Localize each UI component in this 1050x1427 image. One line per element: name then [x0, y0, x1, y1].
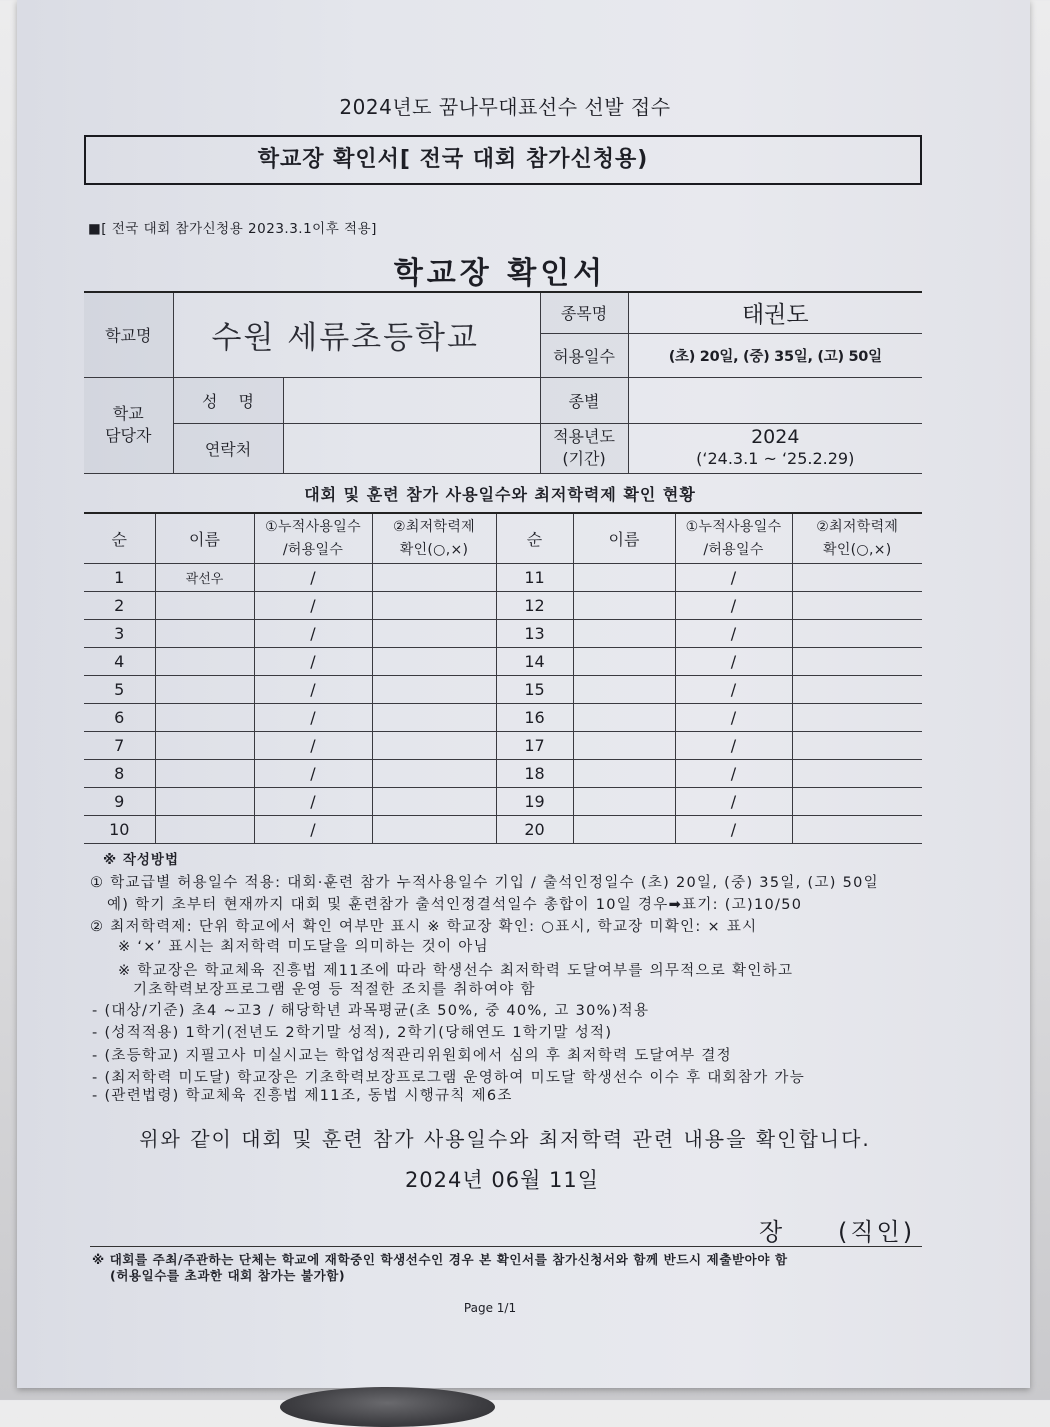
academic-check: [792, 648, 922, 676]
row-number: 12: [496, 592, 573, 620]
table-row: [84, 816, 922, 844]
background-object: [280, 1387, 495, 1427]
academic-check: [372, 704, 496, 732]
academic-check: [372, 564, 496, 592]
table-row: [84, 592, 922, 620]
cumulative-days: /: [254, 620, 372, 648]
academic-check: [372, 760, 496, 788]
academic-check: [372, 648, 496, 676]
student-name: [573, 760, 675, 788]
student-name: [155, 732, 254, 760]
row-number: 13: [496, 620, 573, 648]
cumulative-days: /: [675, 816, 792, 844]
table-row: [84, 704, 922, 732]
category-value: [628, 377, 922, 423]
box-title: 학교장 확인서[ 전국 대회 참가신청용): [257, 147, 649, 172]
header-cumulative-days: [675, 513, 792, 564]
status-table: [84, 512, 922, 844]
instruction-item: ② 최저학력제: 단위 학교에서 확인 여부만 표시 ※ 학교장 확인: ○표시, 학교장 미확인: × 표시: [90, 919, 758, 935]
student-name: [573, 788, 675, 816]
year-label-line-2: (기간): [562, 449, 606, 468]
confirmation-date: 2024년 06월 11일: [404, 1168, 600, 1192]
header-academic-check: [792, 513, 922, 564]
form-title: 학교장 확인서: [393, 256, 607, 291]
student-name: [155, 704, 254, 732]
row-number: 10: [84, 816, 155, 844]
student-name: [573, 816, 675, 844]
cumulative-days: /: [254, 816, 372, 844]
table-row: [84, 788, 922, 816]
instruction-item: - (관련법령) 학교체육 진흥법 제11조, 동법 시행규칙 제6조: [92, 1088, 513, 1104]
row-number: 3: [84, 620, 155, 648]
row-number: 16: [496, 704, 573, 732]
cumulative-days: /: [675, 732, 792, 760]
period-value: (‘24.3.1 ~ ‘25.2.29): [696, 449, 855, 468]
academic-check: [792, 760, 922, 788]
footer-note: (허용일수를 초과한 대회 참가는 불가함): [110, 1268, 346, 1283]
header-name: 이름: [573, 513, 675, 564]
academic-check: [792, 704, 922, 732]
row-number: 6: [84, 704, 155, 732]
row-number: 8: [84, 760, 155, 788]
table-row: [84, 676, 922, 704]
instruction-item: - (최저학력 미도달) 학교장은 기초학력보장프로그램 운영하여 미도달 학생선수 이수 후 대회참가 가능: [92, 1070, 806, 1086]
cumulative-days: /: [675, 788, 792, 816]
cumulative-days: /: [254, 760, 372, 788]
student-name: [573, 592, 675, 620]
allowed-days-value: (초) 20일, (중) 35일, (고) 50일: [628, 333, 922, 377]
category-label: 종별: [540, 377, 628, 423]
footer-divider: [90, 1246, 922, 1247]
instruction-item: - (초등학교) 지필고사 미실시교는 학업성적관리위원회에서 심의 후 최저학력 도달여부 결정: [92, 1048, 732, 1064]
page-number: Page 1/1: [463, 1301, 517, 1315]
table-row: [84, 620, 922, 648]
student-name: [573, 620, 675, 648]
header-number: 순: [496, 513, 573, 564]
allowed-days-label: 허용일수: [540, 333, 628, 377]
academic-check: [792, 732, 922, 760]
header-cumulative-line-2: /허용일수: [282, 541, 344, 558]
academic-check: [792, 620, 922, 648]
instruction-item: - (대상/기준) 초4 ~고3 / 해당학년 과목평균(초 50%, 중 40%, 고 30%)적용: [92, 1003, 650, 1019]
academic-check: [372, 732, 496, 760]
seal-note: (직인): [838, 1218, 916, 1246]
row-number: 1: [84, 564, 155, 592]
footer-note: ※ 대회를 주최/주관하는 단체는 학교에 재학중인 학생선수인 경우 본 확인서를 참가신청서와 함께 반드시 제출받아야 함: [92, 1252, 788, 1267]
cumulative-days: /: [254, 704, 372, 732]
instruction-item: ※ 학교장은 학교체육 진흥법 제11조에 따라 학생선수 최저학력 도달여부를 의무적으로 확인하고: [118, 963, 794, 979]
instruction-item: ① 학교급별 허용일수 적용: 대회·훈련 참가 누적사용일수 기입 / 출석인정일수 (초) 20일, (중) 35일, (고) 50일: [90, 875, 879, 891]
header-check-line-2: 확인(○,×): [399, 541, 469, 558]
cumulative-days: /: [254, 676, 372, 704]
instruction-item: ※ ‘×’ 표시는 최저학력 미도달을 의미하는 것이 아님: [118, 939, 489, 955]
cumulative-days: /: [675, 620, 792, 648]
cumulative-days: /: [254, 788, 372, 816]
status-section-title: 대회 및 훈련 참가 사용일수와 최저학력제 확인 현황: [304, 485, 696, 504]
row-number: 5: [84, 676, 155, 704]
cumulative-days: /: [675, 704, 792, 732]
info-row: [84, 292, 922, 333]
seal-label: 장: [759, 1218, 783, 1246]
cumulative-days: /: [675, 676, 792, 704]
table-row: [84, 564, 922, 592]
student-name: [155, 760, 254, 788]
row-number: 18: [496, 760, 573, 788]
table-row: [84, 760, 922, 788]
student-name: [155, 648, 254, 676]
row-number: 19: [496, 788, 573, 816]
student-name: [573, 564, 675, 592]
school-label: 학교명: [84, 292, 173, 377]
header-cumulative-days: [254, 513, 372, 564]
academic-check: [792, 564, 922, 592]
academic-check: [372, 620, 496, 648]
instruction-item: 기초학력보장프로그램 운영 등 적절한 조치를 취하여야 함: [133, 982, 536, 998]
contact-label: 연락처: [173, 423, 283, 473]
academic-check: [372, 592, 496, 620]
staff-label: [84, 377, 173, 473]
sport-value: 태권도: [628, 292, 922, 333]
staff-label-line-1: 학교: [112, 404, 144, 423]
year-label: [540, 423, 628, 473]
instruction-item: 예) 학기 초부터 현재까지 대회 및 훈련참가 출석인정결석일수 총합이 10일 경우➡표기: (고)10/50: [107, 897, 803, 913]
row-number: 11: [496, 564, 573, 592]
header-cumulative-line-2: /허용일수: [703, 541, 764, 558]
row-number: 14: [496, 648, 573, 676]
header-name: 이름: [155, 513, 254, 564]
year-value: 2024: [751, 426, 800, 448]
academic-check: [372, 788, 496, 816]
academic-check: [792, 592, 922, 620]
student-name: [573, 732, 675, 760]
academic-check: [792, 788, 922, 816]
header-check-line-1: ②최저학력제: [816, 518, 899, 535]
student-name: [155, 788, 254, 816]
applies-note: ■[ 전국 대회 참가신청용 2023.3.1이후 적용]: [88, 221, 377, 237]
row-number: 7: [84, 732, 155, 760]
title-box: [84, 135, 922, 185]
contact-value: [283, 423, 540, 473]
year-value-cell: [628, 423, 922, 473]
confirmation-statement: 위와 같이 대회 및 훈련 참가 사용일수와 최저학력 관련 내용을 확인합니다.: [139, 1127, 871, 1151]
student-name: [155, 592, 254, 620]
row-number: 2: [84, 592, 155, 620]
cumulative-days: /: [675, 592, 792, 620]
student-name: [155, 620, 254, 648]
name-label: 성 명: [173, 377, 283, 423]
academic-check: [372, 816, 496, 844]
student-name: [155, 816, 254, 844]
row-number: 15: [496, 676, 573, 704]
instructions-heading: ※ 작성방법: [103, 852, 179, 868]
cumulative-days: /: [675, 648, 792, 676]
year-label-line-1: 적용년도: [553, 427, 615, 446]
table-row: [84, 648, 922, 676]
header-academic-check: [372, 513, 496, 564]
student-name: [573, 676, 675, 704]
student-name: [573, 648, 675, 676]
school-value: 수원 세류초등학교: [173, 292, 540, 377]
status-rows: [84, 564, 922, 844]
academic-check: [372, 676, 496, 704]
student-name: [573, 704, 675, 732]
academic-check: [792, 816, 922, 844]
cumulative-days: /: [675, 564, 792, 592]
instruction-item: - (성적적용) 1학기(전년도 2학기말 성적), 2학기(당해연도 1학기말 성적): [92, 1025, 613, 1041]
row-number: 17: [496, 732, 573, 760]
name-value: [283, 377, 540, 423]
row-number: 4: [84, 648, 155, 676]
cumulative-days: /: [254, 732, 372, 760]
header-row: [84, 513, 922, 564]
header-check-line-2: 확인(○,×): [823, 541, 892, 558]
table-row: [84, 732, 922, 760]
header-cumulative-line-1: ①누적사용일수: [265, 518, 361, 535]
header-number: 순: [84, 513, 155, 564]
student-name: 곽선우: [155, 564, 254, 592]
cumulative-days: /: [254, 564, 372, 592]
row-number: 20: [496, 816, 573, 844]
staff-label-line-2: 담당자: [105, 426, 152, 445]
academic-check: [792, 676, 922, 704]
info-table: [84, 291, 922, 474]
cumulative-days: /: [254, 648, 372, 676]
student-name: [155, 676, 254, 704]
header-title: 2024년도 꿈나무대표선수 선발 접수: [339, 95, 671, 119]
row-number: 9: [84, 788, 155, 816]
info-row: [84, 377, 922, 423]
info-row: [84, 423, 922, 473]
header-cumulative-line-1: ①누적사용일수: [685, 518, 782, 535]
cumulative-days: /: [675, 760, 792, 788]
header-check-line-1: ②최저학력제: [393, 518, 475, 535]
cumulative-days: /: [254, 592, 372, 620]
sport-label: 종목명: [540, 292, 628, 333]
